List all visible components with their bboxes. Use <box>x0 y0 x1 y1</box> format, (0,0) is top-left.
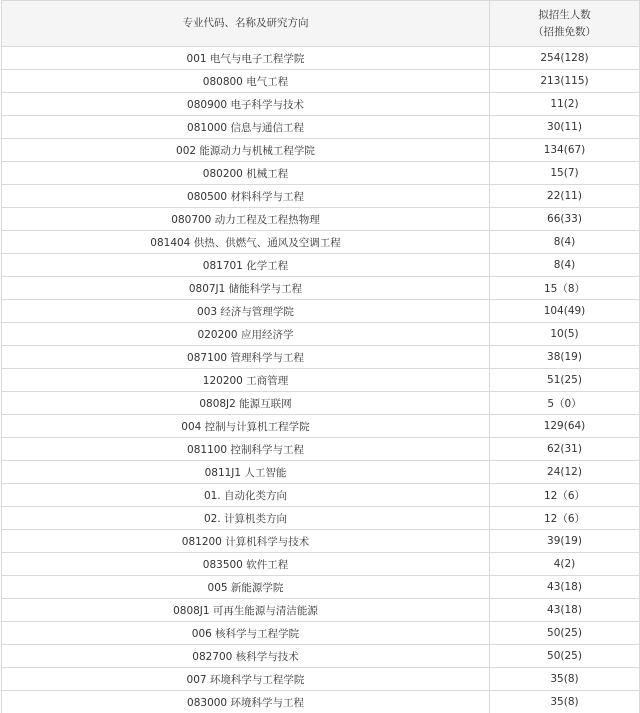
table-row <box>2 530 640 553</box>
enrollment-count-cell: 66(33) <box>490 208 640 231</box>
major-name-cell: 0807J1 储能科学与工程 <box>2 277 490 300</box>
major-name-cell: 002 能源动力与机械工程学院 <box>2 139 490 162</box>
table-row <box>2 162 640 185</box>
enrollment-count-cell: 213(115) <box>490 70 640 93</box>
enrollment-count-cell: 129(64) <box>490 415 640 438</box>
table-row <box>2 507 640 530</box>
enrollment-count-cell: 104(49) <box>490 300 640 323</box>
major-name-cell: 003 经济与管理学院 <box>2 300 490 323</box>
enrollment-count-cell: 8(4) <box>490 231 640 254</box>
header-count-line2: （招推免数） <box>490 24 639 41</box>
enrollment-count-cell: 8(4) <box>490 254 640 277</box>
table-row <box>2 47 640 70</box>
table-row <box>2 231 640 254</box>
enrollment-count-cell: 39(19) <box>490 530 640 553</box>
major-name-cell: 081701 化学工程 <box>2 254 490 277</box>
major-name-cell: 080800 电气工程 <box>2 70 490 93</box>
enrollment-count-cell: 43(18) <box>490 576 640 599</box>
enrollment-table <box>1 0 640 713</box>
enrollment-count-cell: 254(128) <box>490 47 640 70</box>
header-count-line1: 拟招生人数 <box>490 7 639 24</box>
major-name-cell: 081404 供热、供燃气、通风及空调工程 <box>2 231 490 254</box>
enrollment-count-cell: 15(7) <box>490 162 640 185</box>
table-row <box>2 208 640 231</box>
enrollment-count-cell: 51(25) <box>490 369 640 392</box>
enrollment-count-cell: 24(12) <box>490 461 640 484</box>
major-name-cell: 0808J2 能源互联网 <box>2 392 490 415</box>
table-body <box>2 47 640 713</box>
header-row <box>2 1 640 47</box>
major-name-cell: 081200 计算机科学与技术 <box>2 530 490 553</box>
major-name-cell: 01. 自动化类方向 <box>2 484 490 507</box>
enrollment-count-cell: 12（6） <box>490 507 640 530</box>
table-row <box>2 93 640 116</box>
major-name-cell: 087100 管理科学与工程 <box>2 346 490 369</box>
table-row <box>2 392 640 415</box>
enrollment-count-cell: 22(11) <box>490 185 640 208</box>
major-name-cell: 083500 软件工程 <box>2 553 490 576</box>
major-name-cell: 02. 计算机类方向 <box>2 507 490 530</box>
table-row <box>2 139 640 162</box>
major-name-cell: 080700 动力工程及工程热物理 <box>2 208 490 231</box>
table-row <box>2 323 640 346</box>
table-row <box>2 438 640 461</box>
table-row <box>2 277 640 300</box>
table-row <box>2 369 640 392</box>
major-name-cell: 080200 机械工程 <box>2 162 490 185</box>
header-major: 专业代码、名称及研究方向 <box>2 1 490 47</box>
major-name-cell: 020200 应用经济学 <box>2 323 490 346</box>
enrollment-count-cell: 4(2) <box>490 553 640 576</box>
table-row <box>2 70 640 93</box>
enrollment-count-cell: 10(5) <box>490 323 640 346</box>
enrollment-count-cell: 62(31) <box>490 438 640 461</box>
header-count <box>490 1 640 47</box>
enrollment-count-cell: 50(25) <box>490 645 640 668</box>
enrollment-count-cell: 35(8) <box>490 691 640 713</box>
enrollment-count-cell: 50(25) <box>490 622 640 645</box>
table-row <box>2 576 640 599</box>
major-name-cell: 004 控制与计算机工程学院 <box>2 415 490 438</box>
table-row <box>2 461 640 484</box>
table-row <box>2 116 640 139</box>
major-name-cell: 083000 环境科学与工程 <box>2 691 490 713</box>
enrollment-count-cell: 12（6） <box>490 484 640 507</box>
major-name-cell: 120200 工商管理 <box>2 369 490 392</box>
table-row <box>2 415 640 438</box>
table-row <box>2 668 640 691</box>
major-name-cell: 006 核科学与工程学院 <box>2 622 490 645</box>
major-name-cell: 005 新能源学院 <box>2 576 490 599</box>
table-row <box>2 484 640 507</box>
table-row <box>2 691 640 713</box>
table-row <box>2 622 640 645</box>
major-name-cell: 080500 材料科学与工程 <box>2 185 490 208</box>
enrollment-count-cell: 134(67) <box>490 139 640 162</box>
table-row <box>2 185 640 208</box>
major-name-cell: 082700 核科学与技术 <box>2 645 490 668</box>
major-name-cell: 081100 控制科学与工程 <box>2 438 490 461</box>
enrollment-count-cell: 30(11) <box>490 116 640 139</box>
major-name-cell: 007 环境科学与工程学院 <box>2 668 490 691</box>
enrollment-count-cell: 5（0） <box>490 392 640 415</box>
table-header <box>2 1 640 47</box>
table-row <box>2 599 640 622</box>
major-name-cell: 0811J1 人工智能 <box>2 461 490 484</box>
major-name-cell: 001 电气与电子工程学院 <box>2 47 490 70</box>
table-row <box>2 254 640 277</box>
table-row <box>2 346 640 369</box>
major-name-cell: 080900 电子科学与技术 <box>2 93 490 116</box>
table-row <box>2 645 640 668</box>
enrollment-count-cell: 35(8) <box>490 668 640 691</box>
enrollment-count-cell: 11(2) <box>490 93 640 116</box>
enrollment-count-cell: 38(19) <box>490 346 640 369</box>
table-row <box>2 300 640 323</box>
major-name-cell: 0808J1 可再生能源与清洁能源 <box>2 599 490 622</box>
major-name-cell: 081000 信息与通信工程 <box>2 116 490 139</box>
enrollment-count-cell: 15（8） <box>490 277 640 300</box>
enrollment-count-cell: 43(18) <box>490 599 640 622</box>
table-row <box>2 553 640 576</box>
